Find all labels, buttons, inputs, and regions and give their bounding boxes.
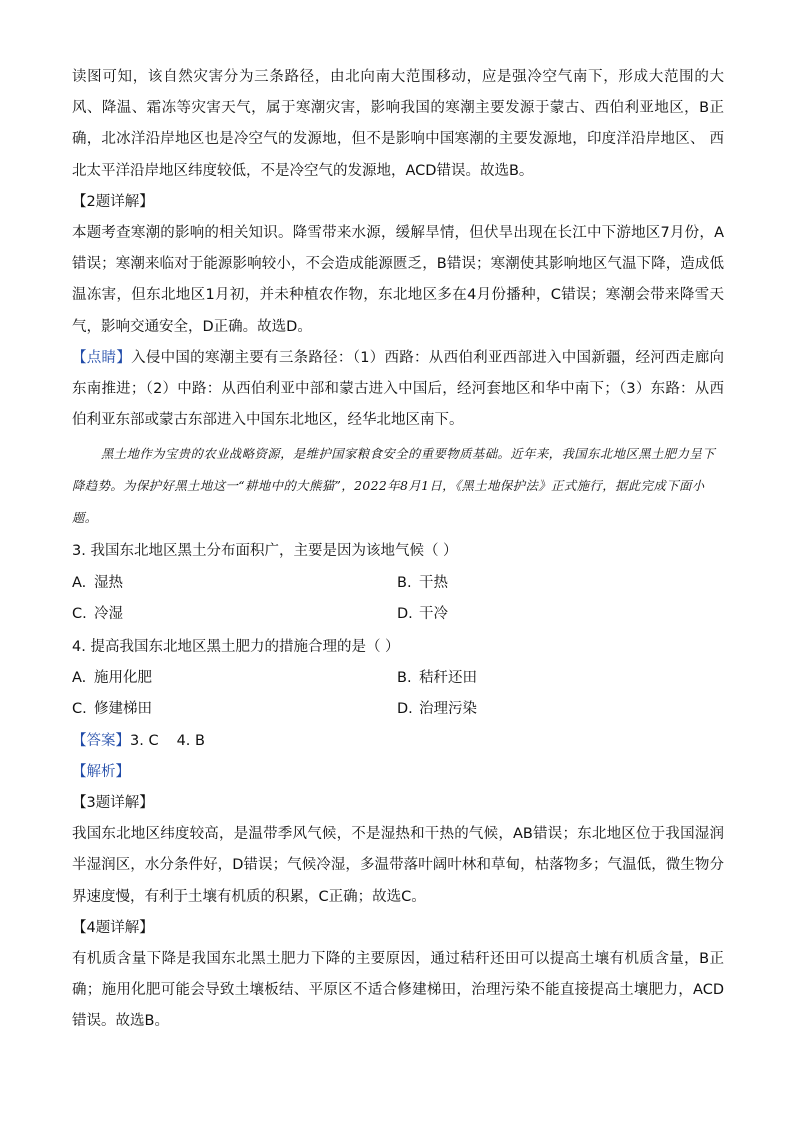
- question-4-stem: 4. 提高我国东北地区黑土肥力的措施合理的是（ ）: [72, 639, 400, 656]
- question-4-option-c[interactable]: [72, 694, 397, 725]
- option-key: A.: [72, 670, 87, 687]
- paragraph-q4-explanation: 有机质含量下降是我国东北黑土肥力下降的主要原因，通过秸秆还田可以提高土壤有机质含量，B正确；施用化肥可能会导致土壤板结、平原区不适合修建梯田，治理污染不能直接提高土壤肥力，ACD错误。故选B。: [72, 951, 724, 1030]
- material-intro: 黑土地作为宝贵的农业战略资源，是维护国家粮食安全的重要物质基础。近年来，我国东北地区黑土肥力呈下降趋势。为保护好黑土地这一“耕地中的大熊猫”，2022年8月1日，《黑土地保护法》正式施行，据此完成下面小题。: [72, 446, 715, 526]
- option-text: 冷湿: [94, 605, 123, 622]
- paragraph-q1-explanation: 读图可知，该自然灾害分为三条路径，由北向南大范围移动，应是强冷空气南下，形成大范围的大风、降温、霜冻等灾害天气，属于寒潮灾害，影响我国的寒潮主要发源于蒙古、西伯利亚地区，B正确，北冰洋沿岸地区也是冷空气的发源地，但不是影响中国寒潮的主要发源地，印度洋沿岸地区、 西北太平洋沿岸地区纬度较低，不是冷空气的发源地，ACD错误。故选B。: [72, 69, 724, 179]
- question-3-option-d[interactable]: [397, 599, 722, 630]
- option-text: 干热: [419, 574, 448, 591]
- question-4-options-row-1: [72, 663, 724, 694]
- question-4-option-a[interactable]: [72, 663, 397, 694]
- option-key: A.: [72, 574, 87, 591]
- analysis-label: 【解析】: [72, 763, 130, 780]
- option-key: C.: [72, 701, 87, 718]
- option-text: 修建梯田: [94, 701, 152, 718]
- option-key: D.: [397, 605, 413, 622]
- heading-q4-detail: 【4题详解】: [72, 919, 154, 936]
- option-text: 湿热: [94, 574, 123, 591]
- answer-line: [72, 726, 724, 757]
- answer-3: 3. C: [130, 732, 159, 749]
- option-text: 治理污染: [419, 701, 477, 718]
- dianjing-label: 【点睛】: [72, 349, 132, 366]
- option-text: 秸秆还田: [419, 670, 477, 687]
- option-key: B.: [397, 574, 412, 591]
- document-page: [72, 62, 724, 1038]
- question-3-option-a[interactable]: [72, 568, 397, 599]
- question-3-options-row-2: [72, 599, 724, 630]
- heading-q3-detail: 【3题详解】: [72, 795, 154, 812]
- paragraph-q2-explanation: 本题考查寒潮的影响的相关知识。降雪带来水源，缓解旱情，但伏旱出现在长江中下游地区7月份，A错误；寒潮来临对于能源影响较小，不会造成能源匮乏，B错误；寒潮使其影响地区气温下降，造成低温冻害，但东北地区1月初，并未种植农作物，东北地区多在4月份播种，C错误；寒潮会带来降雪天气，影响交通安全，D正确。故选D。: [72, 225, 724, 335]
- question-4-option-d[interactable]: [397, 694, 722, 725]
- paragraph-dianjing: [72, 343, 724, 437]
- question-4-options-row-2: [72, 694, 724, 725]
- question-3-option-b[interactable]: [397, 568, 722, 599]
- option-key: C.: [72, 605, 87, 622]
- question-3-stem: 3. 我国东北地区黑土分布面积广，主要是因为该地气候（ ）: [72, 543, 458, 560]
- question-3-option-c[interactable]: [72, 599, 397, 630]
- answer-label: 【答案】: [72, 732, 130, 749]
- option-text: 施用化肥: [94, 670, 152, 687]
- option-key: D.: [397, 701, 413, 718]
- dianjing-text: 入侵中国的寒潮主要有三条路径：（1）西路：从西伯利亚西部进入中国新疆，经河西走廊向东南推进；（2）中路：从西伯利亚中部和蒙古进入中国后，经河套地区和华中南下；（3）东路：从西伯利亚东部或蒙古东部进入中国东北地区，经华北地区南下。: [72, 349, 724, 429]
- option-key: B.: [397, 670, 412, 687]
- question-4-option-b[interactable]: [397, 663, 722, 694]
- option-text: 干冷: [419, 605, 448, 622]
- answer-4: 4. B: [176, 732, 205, 749]
- paragraph-q3-explanation: 我国东北地区纬度较高，是温带季风气候，不是湿热和干热的气候，AB错误；东北地区位于我国湿润半湿润区，水分条件好，D错误；气候冷湿，多温带落叶阔叶林和草甸，枯落物多；气温低，微生物分界速度慢，有利于土壤有机质的积累，C正确；故选C。: [72, 826, 724, 905]
- heading-q2-detail: 【2题详解】: [72, 193, 154, 210]
- question-3-options-row-1: [72, 568, 724, 599]
